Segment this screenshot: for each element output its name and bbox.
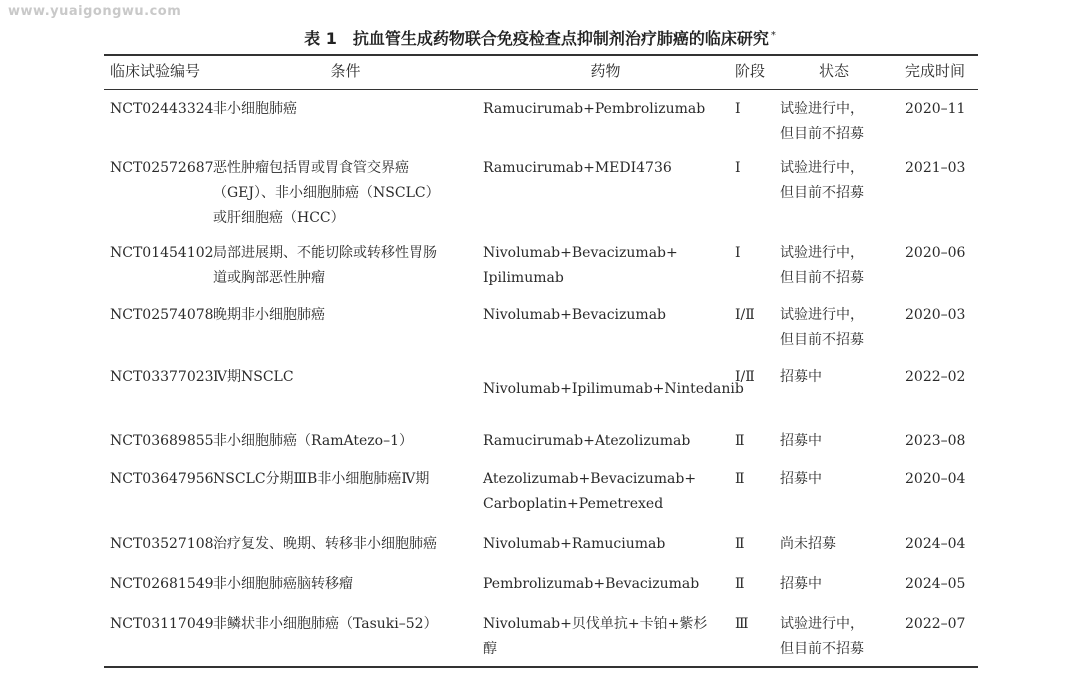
cell-condition xyxy=(213,467,479,492)
cell-status-line: 试验进行中， xyxy=(780,101,864,117)
cell-trial-id: NCT03117049 xyxy=(110,616,214,632)
cell-condition-line: 非小细胞肺癌脑转移瘤 xyxy=(213,576,353,592)
cell-completion-date: 2023–08 xyxy=(905,433,966,449)
cell-status-line: 但目前不招募 xyxy=(780,270,864,286)
cell-condition xyxy=(213,532,479,557)
header-condition: 条件 xyxy=(330,62,361,80)
cell-trial-id: NCT02443324 xyxy=(110,101,214,117)
cell-drug-line: Ramucirumab+Atezolizumab xyxy=(483,433,691,449)
cell-status-line: 招募中 xyxy=(780,471,822,487)
cell-status xyxy=(780,612,890,662)
cell-drug xyxy=(483,97,733,122)
header-phase: 阶段 xyxy=(735,62,766,80)
table-title-text: 表 1 抗血管生成药物联合免疫检查点抑制剂治疗肺癌的临床研究 xyxy=(304,29,769,48)
cell-drug xyxy=(483,429,733,454)
cell-status-line: 试验进行中， xyxy=(780,160,864,176)
table-bottom-rule xyxy=(104,666,978,668)
cell-condition xyxy=(213,612,479,637)
table-title xyxy=(0,26,1080,49)
cell-completion-date: 2021–03 xyxy=(905,160,966,176)
cell-trial-id: NCT02574078 xyxy=(110,307,214,323)
cell-drug-line: Carboplatin+Pemetrexed xyxy=(483,496,664,512)
cell-condition-line: 治疗复发、晚期、转移非小细胞肺癌 xyxy=(213,536,437,552)
cell-drug-line: 醇 xyxy=(483,641,497,657)
cell-status-line: 试验进行中， xyxy=(780,245,864,261)
cell-status xyxy=(780,572,890,597)
cell-condition xyxy=(213,97,479,122)
cell-phase: Ⅲ xyxy=(735,616,749,632)
cell-completion-date: 2020–03 xyxy=(905,307,966,323)
cell-drug xyxy=(483,467,733,517)
cell-completion-date: 2022–02 xyxy=(905,369,966,385)
cell-condition xyxy=(213,303,479,328)
cell-drug-line: Nivolumab+Bevacizumab+ xyxy=(483,245,678,261)
cell-drug-line: Nivolumab+贝伐单抗+卡铂+紫杉 xyxy=(483,616,708,632)
cell-phase: Ⅰ/Ⅱ xyxy=(735,307,755,323)
cell-condition-line: Ⅳ期NSCLC xyxy=(213,369,294,385)
header-status: 状态 xyxy=(818,62,849,80)
cell-status xyxy=(780,532,890,557)
cell-status-line: 招募中 xyxy=(780,433,822,449)
cell-status-line: 尚未招募 xyxy=(780,536,836,552)
cell-drug-line: Ramucirumab+MEDI4736 xyxy=(483,160,672,176)
cell-trial-id: NCT03527108 xyxy=(110,536,214,552)
table-top-rule xyxy=(104,54,978,56)
cell-completion-date: 2022–07 xyxy=(905,616,966,632)
cell-trial-id: NCT02572687 xyxy=(110,160,214,176)
cell-completion-date: 2024–04 xyxy=(905,536,966,552)
cell-condition xyxy=(213,156,479,231)
cell-drug-line: Ramucirumab+Pembrolizumab xyxy=(483,101,706,117)
cell-status-line: 但目前不招募 xyxy=(780,332,864,348)
cell-drug xyxy=(483,572,733,597)
cell-trial-id: NCT02681549 xyxy=(110,576,214,592)
cell-condition xyxy=(213,365,479,390)
cell-completion-date: 2024–05 xyxy=(905,576,966,592)
cell-condition xyxy=(213,241,479,291)
cell-status-line: 招募中 xyxy=(780,369,822,385)
cell-status xyxy=(780,303,890,353)
header-completion-date: 完成时间 xyxy=(904,62,965,80)
cell-status-line: 招募中 xyxy=(780,576,822,592)
cell-drug-line: Pembrolizumab+Bevacizumab xyxy=(483,576,700,592)
header-trial-id: 临床试验编号 xyxy=(110,62,201,80)
cell-drug xyxy=(483,532,733,557)
cell-drug xyxy=(483,612,733,662)
cell-drug-line: Nivolumab+Bevacizumab xyxy=(483,307,666,323)
cell-condition-line: 晚期非小细胞肺癌 xyxy=(213,307,325,323)
cell-trial-id: NCT03377023 xyxy=(110,369,214,385)
cell-drug-line: Atezolizumab+Bevacizumab+ xyxy=(483,471,697,487)
cell-drug-line: Nivolumab+Ramuciumab xyxy=(483,536,666,552)
watermark: www.yuaigongwu.com xyxy=(8,4,182,19)
cell-condition-line: 道或胸部恶性肿瘤 xyxy=(213,270,325,286)
cell-condition-line: 局部进展期、不能切除或转移性胃肠 xyxy=(213,245,437,261)
cell-trial-id: NCT01454102 xyxy=(110,245,214,261)
cell-condition-line: NSCLC分期ⅢB非小细胞肺癌Ⅳ期 xyxy=(213,471,430,487)
cell-drug xyxy=(483,377,744,402)
cell-condition-line: 非鳞状非小细胞肺癌（Tasuki–52） xyxy=(213,616,438,632)
cell-drug xyxy=(483,156,733,181)
cell-phase: Ⅰ/Ⅱ xyxy=(735,369,755,385)
cell-completion-date: 2020–04 xyxy=(905,471,966,487)
cell-condition-line: 或肝细胞癌（HCC） xyxy=(213,210,345,226)
cell-drug xyxy=(483,303,733,328)
table-header-rule xyxy=(104,89,978,90)
cell-status-line: 试验进行中， xyxy=(780,616,864,632)
cell-trial-id: NCT03689855 xyxy=(110,433,214,449)
cell-phase: Ⅱ xyxy=(735,471,745,487)
cell-completion-date: 2020–11 xyxy=(905,101,966,117)
cell-condition-line: （GEJ）、非小细胞肺癌（NSCLC） xyxy=(213,185,440,201)
cell-condition-line: 非小细胞肺癌（RamAtezo–1） xyxy=(213,433,413,449)
cell-status xyxy=(780,429,890,454)
cell-status-line: 试验进行中， xyxy=(780,307,864,323)
cell-status-line: 但目前不招募 xyxy=(780,185,864,201)
cell-condition xyxy=(213,429,479,454)
cell-status xyxy=(780,156,890,206)
cell-condition-line: 非小细胞肺癌 xyxy=(213,101,297,117)
cell-status-line: 但目前不招募 xyxy=(780,641,864,657)
table-title-marker: * xyxy=(770,29,776,41)
cell-status xyxy=(780,365,890,390)
cell-phase: Ⅰ xyxy=(735,160,741,176)
cell-status xyxy=(780,467,890,492)
cell-condition xyxy=(213,572,479,597)
cell-phase: Ⅱ xyxy=(735,433,745,449)
cell-phase: Ⅱ xyxy=(735,536,745,552)
cell-phase: Ⅰ xyxy=(735,245,741,261)
cell-condition-line: 恶性肿瘤包括胃或胃食管交界癌 xyxy=(213,160,409,176)
cell-completion-date: 2020–06 xyxy=(905,245,966,261)
cell-drug xyxy=(483,241,733,291)
cell-trial-id: NCT03647956 xyxy=(110,471,214,487)
cell-drug-line: Nivolumab+Ipilimumab+Nintedanib xyxy=(483,381,744,397)
cell-status-line: 但目前不招募 xyxy=(780,126,864,142)
cell-drug-line: Ipilimumab xyxy=(483,270,564,286)
header-drug: 药物 xyxy=(590,62,621,80)
cell-status xyxy=(780,97,890,147)
cell-phase: Ⅱ xyxy=(735,576,745,592)
cell-status xyxy=(780,241,890,291)
cell-phase: Ⅰ xyxy=(735,101,741,117)
